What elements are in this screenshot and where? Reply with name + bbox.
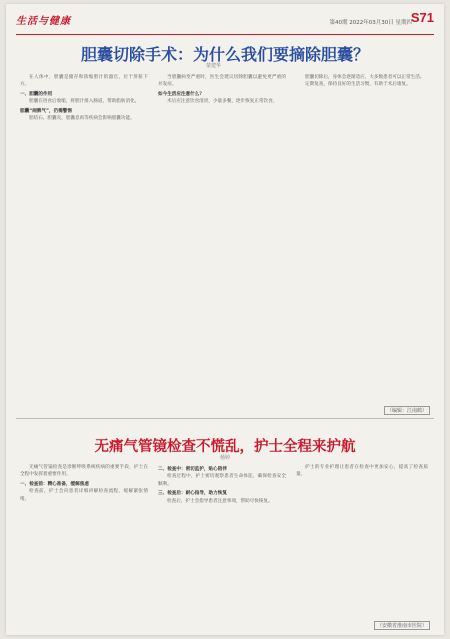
- article1-subhead-2: 胆囊“闹脾气”，仍需警惕: [20, 108, 72, 114]
- article2-column-1: 无痛气管镜检查是诊断呼吸系统疾病的重要手段，护士在全程中发挥着重要作用。 一、检查前：精心准备，缓解焦虑 检查前，护士会向患者详细讲解检查流程，缓解紧张情绪。: [20, 465, 148, 502]
- article1-column-3: 胆囊切除后，身体会逐渐适应，大多数患者可以正常生活。 定期复查，保持良好的生活习惯，有助于术后康复。: [305, 75, 425, 88]
- page-number: S71: [410, 10, 434, 25]
- article1-title: 胆囊切除手术：为什么我们要摘除胆囊？: [80, 45, 369, 64]
- article2-editor-note: （安徽省淮南市医院）: [374, 621, 430, 630]
- article1-column-1: 在人体中，胆囊是储存和浓缩胆汁的器官，位于肝脏下方。 一、胆囊的作用 胆囊在进食后收缩，将胆汁排入肠道，帮助脂肪消化。 胆囊“闹脾气”，仍需警惕 胆结石、胆囊炎、胆囊息肉等疾病会影响胆囊功能。: [20, 75, 148, 122]
- article1-column-2: 当胆囊病变严重时，医生会建议切除胆囊以避免更严重的并发症。 如今生活应注意什么？ 术后应注意饮食清淡，少量多餐，逐步恢复正常饮食。: [158, 75, 286, 105]
- article2-subhead-2: 二、检查中：密切监护，贴心陪伴: [158, 467, 227, 472]
- article2-title: 无痛气管镜检查不慌乱，护士全程来护航: [94, 439, 356, 455]
- masthead: [16, 10, 434, 35]
- article2-column-2: 二、检查中：密切监护，贴心陪伴 检查过程中，护士密切观察患者生命体征，确保检查安全顺利。 三、检查后：耐心指导，助力恢复 检查后，护士会指导患者注意事项，帮助尽快恢复。: [158, 467, 286, 504]
- article1-subhead-3: 如今生活应注意什么？: [158, 91, 204, 97]
- article1-subhead-1: 一、胆囊的作用: [20, 91, 53, 97]
- article2-subhead-1: 一、检查前：精心准备，缓解焦虑: [20, 481, 89, 487]
- article2-column-3: 护士的专业护理让患者在检查中更加安心，提高了检查质量。: [296, 465, 428, 478]
- article1-author: 蒙建华: [206, 63, 222, 69]
- newspaper-logo: 生活与健康: [16, 16, 71, 27]
- issue-info: 第40期 2022年03月30日 星期四: [329, 20, 412, 26]
- newspaper-page: [6, 4, 444, 635]
- section-divider: [16, 418, 434, 419]
- article2-author: 杨婷: [220, 455, 231, 461]
- article2-subhead-3: 三、检查后：耐心指导，助力恢复: [158, 491, 227, 497]
- article1-editor-note: （编辑：江南鹤）: [384, 406, 430, 415]
